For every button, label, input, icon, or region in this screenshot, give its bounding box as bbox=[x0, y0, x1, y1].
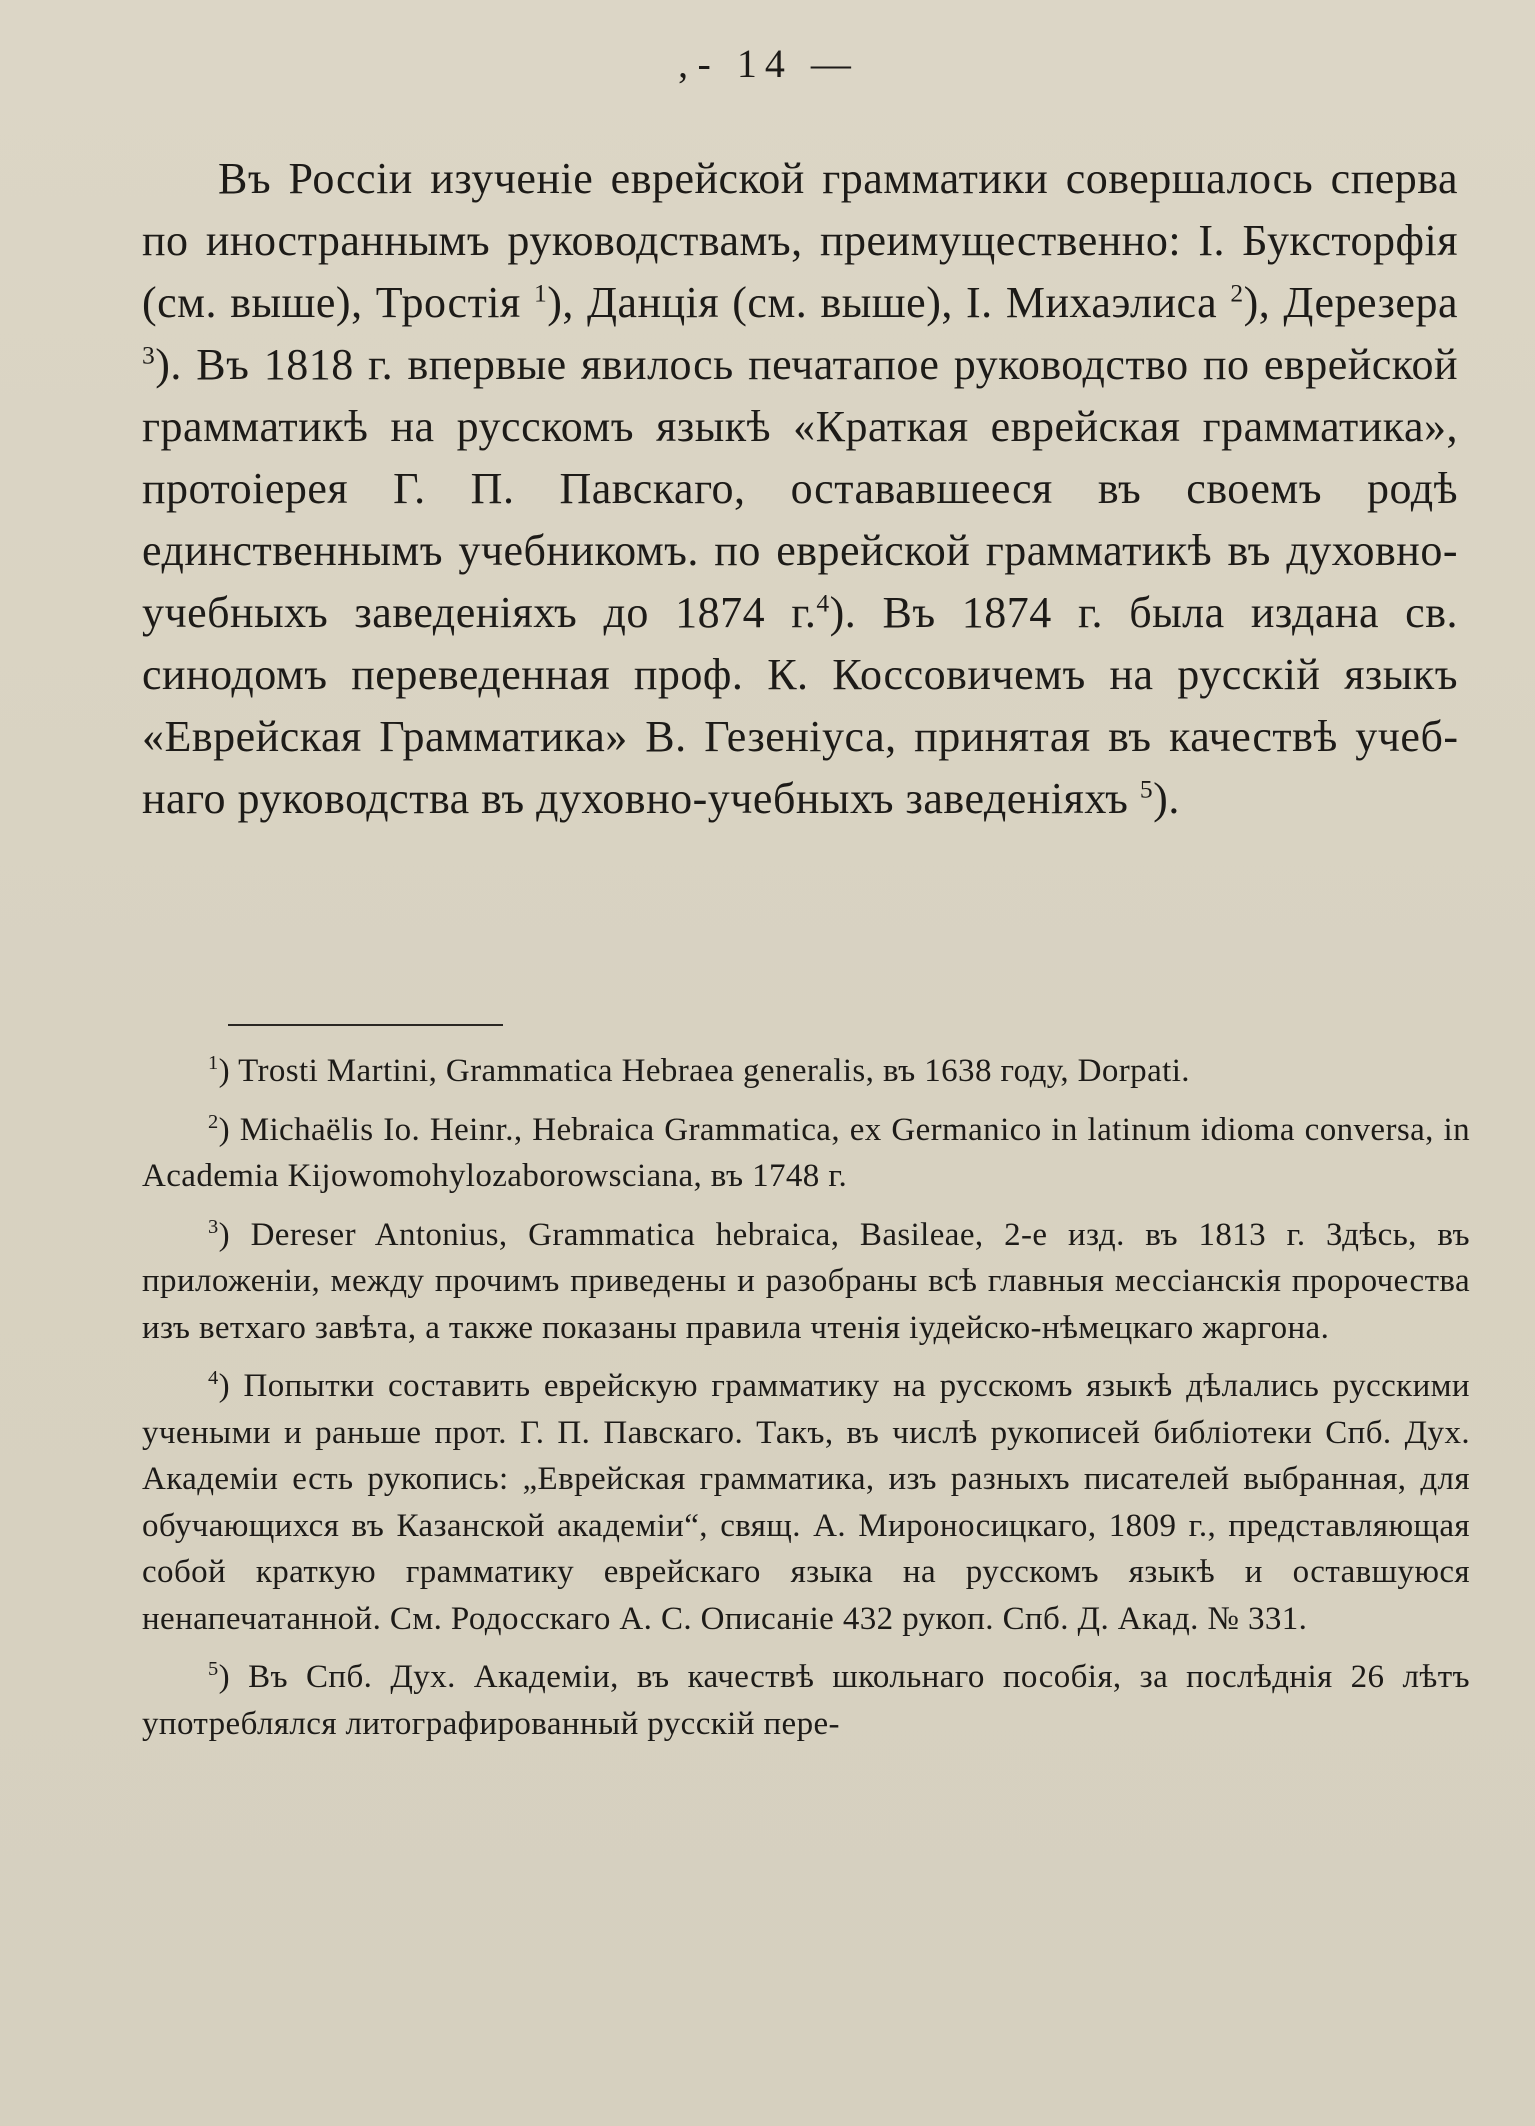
footnote-3: $^3$) Dereser Antonius, Grammatica hebraica, Basileae, 2-е изд. въ 1813 г. Здѣсь, въ приложеніи, между прочимъ приведены и разобраны всѣ главныя мессіанскія пророчества изъ ветхаго завѣта, а также показаны правила чтенія іудейско-нѣмецкаго жаргона. bbox=[142, 1215, 1470, 1346]
footnote-ref: 4 bbox=[816, 588, 830, 618]
footnote-5: $^5$) Въ Спб. Дух. Академіи, въ качествѣ школьнаго пособія, за послѣднія 26 лѣтъ употреблялся литографированный русскій пере- bbox=[142, 1658, 1470, 1742]
footnote-number: 5 bbox=[208, 1658, 219, 1680]
footnote-1: $^1$) Trosti Martini, Grammatica Hebraea generalis, въ 1638 году, Dorpati. bbox=[208, 1052, 1190, 1089]
page-header bbox=[0, 40, 1535, 87]
footnotes bbox=[142, 1048, 1470, 1759]
footnote-ref: 5 bbox=[1139, 774, 1154, 804]
text-run: ). Въ 1874 г. была издана св. синодомъ переведенная проф. К. Коссовичемъ на русскій языкъ «Еврейская Грамматика» В. Гезеніуса, принятая въ качествѣ учебнаго руководства въ духовно-учебныхъ заведеніяхъ bbox=[142, 588, 1458, 823]
footnote-number: 2 bbox=[208, 1110, 219, 1133]
footnote-number: 4 bbox=[208, 1367, 219, 1389]
footnote-number: 3 bbox=[208, 1215, 219, 1238]
footnote-divider bbox=[228, 1024, 503, 1026]
main-text bbox=[142, 148, 1458, 830]
footnote-text: Dereser Antonius, Grammatica hebraica, Basileae, 2-е изд. въ 1813 г. Здѣсь, въ приложеніи, между прочимъ приведены и разобраны всѣ главныя мессіанскія пророчества изъ ветхаго завѣта, а также показаны правила чтенія іудейско-нѣмецкаго жаргона. bbox=[142, 1216, 1470, 1346]
footnote-ref: 2 bbox=[1230, 278, 1244, 308]
footnote-text: Trosti Martini, Grammatica Hebraea generalis, въ 1638 году, Dorpati. bbox=[238, 1053, 1190, 1089]
footnote-4: $^4$) Попытки составить еврейскую грамматику на русскомъ языкѣ дѣлались русскими учеными и раньше прот. Г. П. Павскаго. Такъ, въ числѣ рукописей библіотеки Спб. Дух. Академіи есть рукопись: „Еврейская грамматика, изъ разныхъ писателей выбранная, для обучающихся въ Казанской академіи“, свящ. А. Мироносицкаго, 1809 г., представляющая собой краткую грамматику еврейскаго языка на русскомъ языкѣ и оставшуюся ненапечатанной. См. Родосскаго А. С. Описаніе 432 рукоп. Спб. Д. Акад. № 331. bbox=[142, 1367, 1470, 1637]
page-number: 14 bbox=[736, 41, 793, 86]
footnote-text: Въ Спб. Дух. Академіи, въ качествѣ школьнаго пособія, за послѣднія 26 лѣтъ употреблялся литографированный русскій пере- bbox=[142, 1659, 1470, 1742]
footnote-number: 1 bbox=[208, 1052, 219, 1074]
footnote-text: Michaëlis Io. Heinr., Hebraica Grammatica, ex Germanico in latinum idioma conversa, in Academia Kijowomohylozaborowsciana, въ 1748 г. bbox=[142, 1111, 1470, 1194]
footnote-ref: 1 bbox=[533, 278, 548, 308]
text-run: ), Дерезера bbox=[1243, 278, 1458, 327]
text-run: ). Въ 1818 г. впервые явилось печатапое руководство по еврейской грамматикѣ на русскомъ языкѣ «Краткая еврейская грамматика», протоіерея Г. П. Павскаго, остававшееся въ своемъ родѣ единственнымъ учебникомъ. по еврейской грамматикѣ въ духовно-учебныхъ заведеніяхъ до 1874 г. bbox=[142, 340, 1458, 637]
footnote-ref: 3 bbox=[142, 340, 156, 370]
main-paragraph bbox=[142, 148, 1458, 830]
footnote-2: $^2$) Michaëlis Io. Heinr., Hebraica Grammatica, ex Germanico in latinum idioma conversa, in Academia Kijowomohylozaborowsciana, въ 1748 г. bbox=[142, 1110, 1470, 1194]
footnote-text: Попытки составить еврейскую грамматику на русскомъ языкѣ дѣлались русскими учеными и раньше прот. Г. П. Павскаго. Такъ, въ числѣ рукописей библіотеки Спб. Дух. Академіи есть рукопись: „Еврейская грамматика, изъ разныхъ писателей выбранная, для обучающихся въ Казанской академіи“, свящ. А. Мироносицкаго, 1809 г., представляющая собой краткую грамматику еврейскаго языка на русскомъ языкѣ и оставшуюся ненапечатанной. См. Родосскаго А. С. Описаніе 432 рукоп. Спб. Д. Акад. № 331. bbox=[142, 1368, 1470, 1637]
text-run: ), Данція (см. выше), I. Михаэлиса bbox=[547, 278, 1231, 327]
header-dash-right: — bbox=[810, 41, 859, 86]
text-run: Въ Россіи изученіе еврейской грамматики совершалось сперва по иностраннымъ руководствамъ, преимущественно: I. Букcторфія (см. выше), Тростія bbox=[142, 154, 1458, 327]
text-run: ). bbox=[1153, 774, 1180, 823]
header-dash-left: ‚- bbox=[676, 41, 719, 86]
